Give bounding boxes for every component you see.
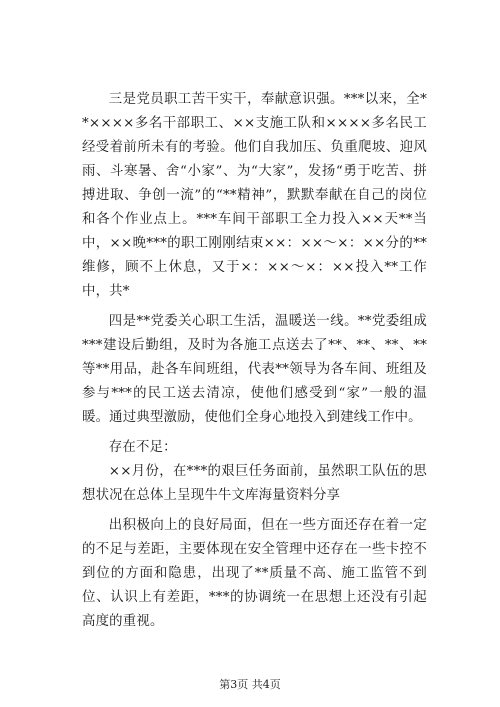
- page-number-footer: 第3页 共4页: [219, 678, 281, 691]
- paragraph-monthly-situation: ××月份，在***的艰巨任务面前，虽然职工队伍的思想状况在总体上呈现牛牛文库海量资料分享: [82, 464, 427, 503]
- paragraph-party-members-dedication: 三是党员职工苦干实干，奉献意识强。***以来，全**××××多名干部职工、××支施工队和××××多名民工经受着前所未有的考验。他们自我加压、负重爬坡、迎风雨、斗寒暑、舍“小家”、为“大家”，发扬“勇于吃苦、拼搏进取、争创一流”的“**精神”，默默奉献在自己的岗位和各个作业点上。***车间干部职工全力投入××天**当中，××晚***的职工刚刚结束××：××～×：××分的**维修，顾不上休息，又于×：××～×：××投入**工作中，共*: [82, 92, 427, 299]
- paragraph-shortcomings-detail: 出积极向上的良好局面，但在一些方面还存在着一定的不足与差距，主要体现在安全管理中还存在一些卡控不到位的方面和隐患，出现了**质量不高、施工监管不到位、认识上有差距，***的协调统一在思想上还没有引起高度的重视。: [82, 518, 427, 629]
- paragraph-shortcomings-heading: 存在不足：: [108, 440, 177, 455]
- document-body: [82, 88, 427, 634]
- paragraph-party-committee-care: 四是**党委关心职工生活，温暖送一线。**党委组成***建设后勤组，及时为各施工点送去了**、**、**、**等**用品，赴各车间班组，代表**领导为各车间、班组及参与***的民工送去清凉，使他们感受到“家”一般的温暖。通过典型激励，使他们全身心地投入到建线工作中。: [82, 314, 427, 425]
